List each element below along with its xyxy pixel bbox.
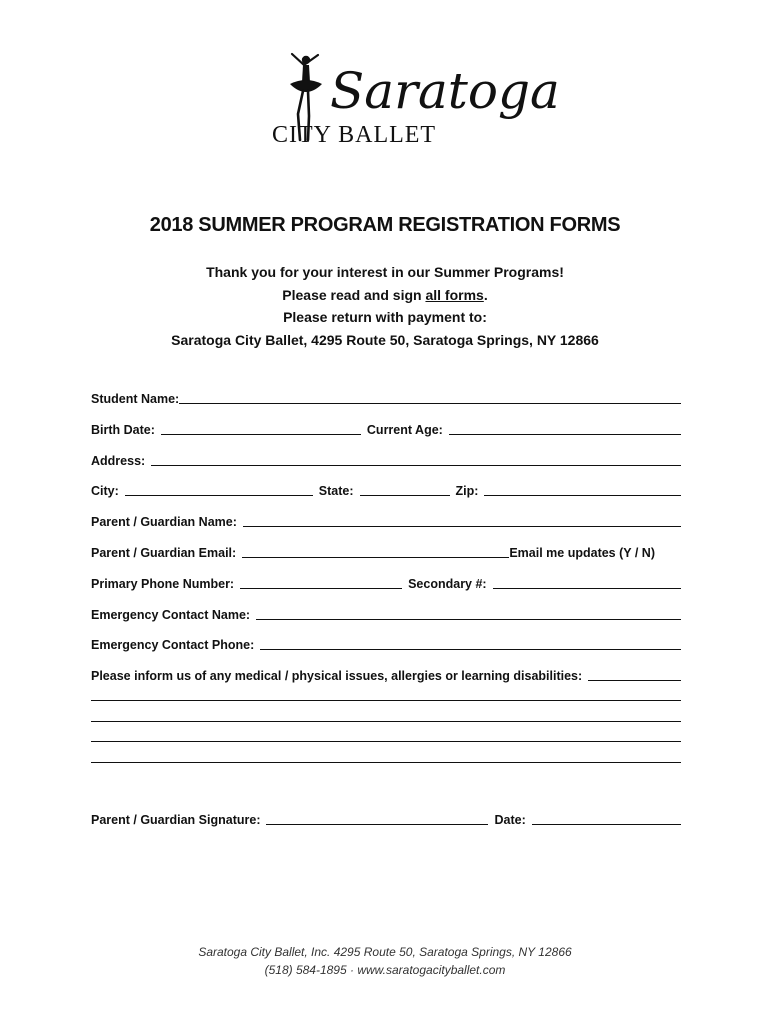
intro-read-sign-text: Please read and sign xyxy=(282,286,426,303)
birth-date-field[interactable] xyxy=(161,421,361,435)
intro-return: Please return with payment to: xyxy=(283,309,487,325)
city-field[interactable] xyxy=(125,482,313,496)
medical-line-2[interactable] xyxy=(91,721,681,722)
intro-address: Saratoga City Ballet, 4295 Route 50, Saratoga Springs, NY 12866 xyxy=(171,331,599,348)
guardian-name-row xyxy=(91,509,681,529)
guardian-email-label: Parent / Guardian Email: xyxy=(91,546,237,560)
state-field[interactable] xyxy=(360,482,450,496)
guardian-name-field[interactable] xyxy=(243,513,681,527)
student-name-label: Student Name: xyxy=(91,392,180,406)
saratoga-city-ballet-logo xyxy=(268,46,560,158)
medical-row xyxy=(91,663,681,683)
phone-row xyxy=(91,571,681,591)
signature-label: Parent / Guardian Signature: xyxy=(91,813,261,827)
date-field[interactable] xyxy=(532,811,681,825)
primary-phone-field[interactable] xyxy=(240,575,402,589)
student-name-row xyxy=(91,386,681,406)
student-name-field[interactable] xyxy=(179,390,681,404)
secondary-phone-field[interactable] xyxy=(493,575,681,589)
medical-line-1[interactable] xyxy=(91,700,681,701)
current-age-label: Current Age: xyxy=(366,423,443,437)
footer-address: Saratoga City Ballet, Inc. 4295 Route 50, Saratoga Springs, NY 12866 xyxy=(198,945,572,959)
primary-phone-label: Primary Phone Number: xyxy=(91,577,235,591)
guardian-name-label: Parent / Guardian Name: xyxy=(91,515,237,529)
intro-thanks: Thank you for your interest in our Summer Programs! xyxy=(206,264,564,280)
medical-line-4[interactable] xyxy=(91,762,681,763)
emergency-name-label: Emergency Contact Name: xyxy=(91,608,251,622)
secondary-phone-label: Secondary #: xyxy=(408,577,487,591)
medical-field[interactable] xyxy=(588,667,681,681)
address-field[interactable] xyxy=(151,452,681,466)
guardian-email-row xyxy=(91,540,681,560)
emergency-name-row xyxy=(91,602,681,622)
birth-age-row xyxy=(91,417,681,437)
medical-line-3[interactable] xyxy=(91,741,681,742)
page-footer xyxy=(0,943,770,979)
emergency-phone-field[interactable] xyxy=(260,636,681,650)
emergency-name-field[interactable] xyxy=(256,606,681,620)
state-label: State: xyxy=(318,484,354,498)
emergency-phone-label: Emergency Contact Phone: xyxy=(91,638,255,652)
address-label: Address: xyxy=(91,454,146,468)
guardian-email-field[interactable] xyxy=(242,544,509,558)
footer-contact: (518) 584-1895 · www.saratogacityballet.com xyxy=(264,963,506,977)
logo-caps-name: CITY BALLET xyxy=(272,122,437,148)
all-forms-underlined: all forms xyxy=(425,286,484,303)
intro-block xyxy=(0,261,770,351)
intro-read-sign xyxy=(0,284,770,307)
city-state-zip-row xyxy=(91,478,681,498)
email-updates-label: Email me updates (Y / N) xyxy=(509,546,655,560)
address-row xyxy=(91,448,681,468)
current-age-field[interactable] xyxy=(449,421,681,435)
page-title: 2018 SUMMER PROGRAM REGISTRATION FORMS xyxy=(149,214,621,236)
signature-row xyxy=(91,807,681,827)
intro-period: . xyxy=(483,286,488,303)
emergency-phone-row xyxy=(91,632,681,652)
date-label: Date: xyxy=(494,813,526,827)
medical-label: Please inform us of any medical / physical issues, allergies or learning disabilities: xyxy=(91,669,583,683)
zip-label: Zip: xyxy=(455,484,479,498)
city-label: City: xyxy=(91,484,119,498)
signature-field[interactable] xyxy=(266,811,488,825)
birth-date-label: Birth Date: xyxy=(91,423,155,437)
zip-field[interactable] xyxy=(484,482,681,496)
logo-script-name: Saratoga xyxy=(330,62,560,120)
